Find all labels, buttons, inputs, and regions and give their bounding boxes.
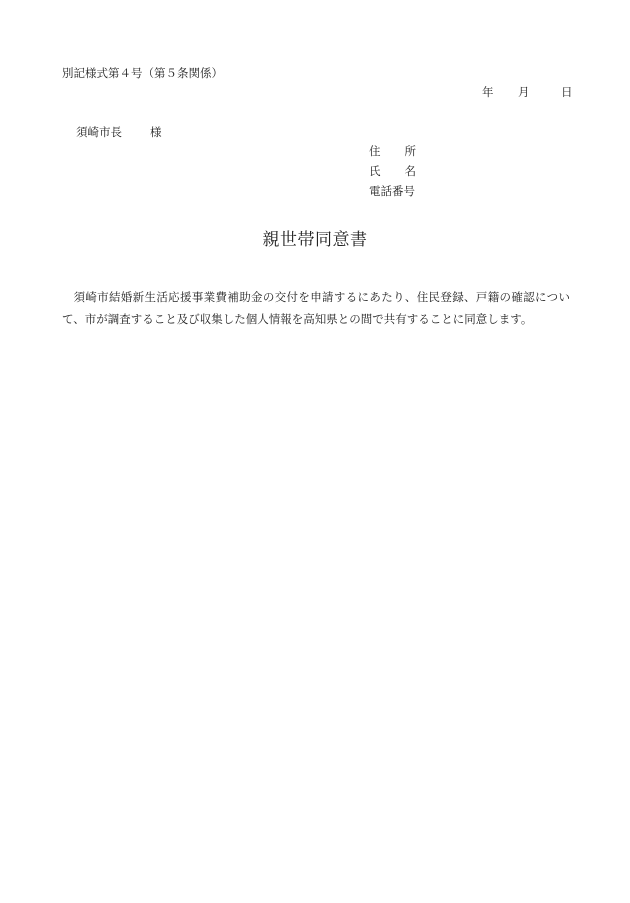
applicant-fields [369, 144, 440, 204]
date-month-label: 月 [518, 85, 530, 99]
addressee [76, 125, 162, 139]
applicant-name-label: 氏名 [369, 164, 440, 178]
addressee-name: 須崎市長 [76, 125, 122, 139]
consent-body-text: 須崎市結婚新生活応援事業費補助金の交付を申請するにあたり、住民登録、戸籍の確認について、市が調査すること及び収集した個人情報を高知県との間で共有することに同意します。 [62, 290, 570, 326]
applicant-address-label: 住所 [369, 144, 440, 158]
date-line [482, 85, 573, 99]
page-title: 親世帯同意書 [262, 230, 368, 250]
applicant-phone-label: 電話番号 [369, 184, 415, 198]
date-year-label: 年 [482, 85, 494, 99]
form-number: 別記様式第４号（第５条関係） [62, 66, 223, 80]
addressee-honorific: 様 [150, 125, 162, 139]
date-day-label: 日 [561, 85, 573, 99]
